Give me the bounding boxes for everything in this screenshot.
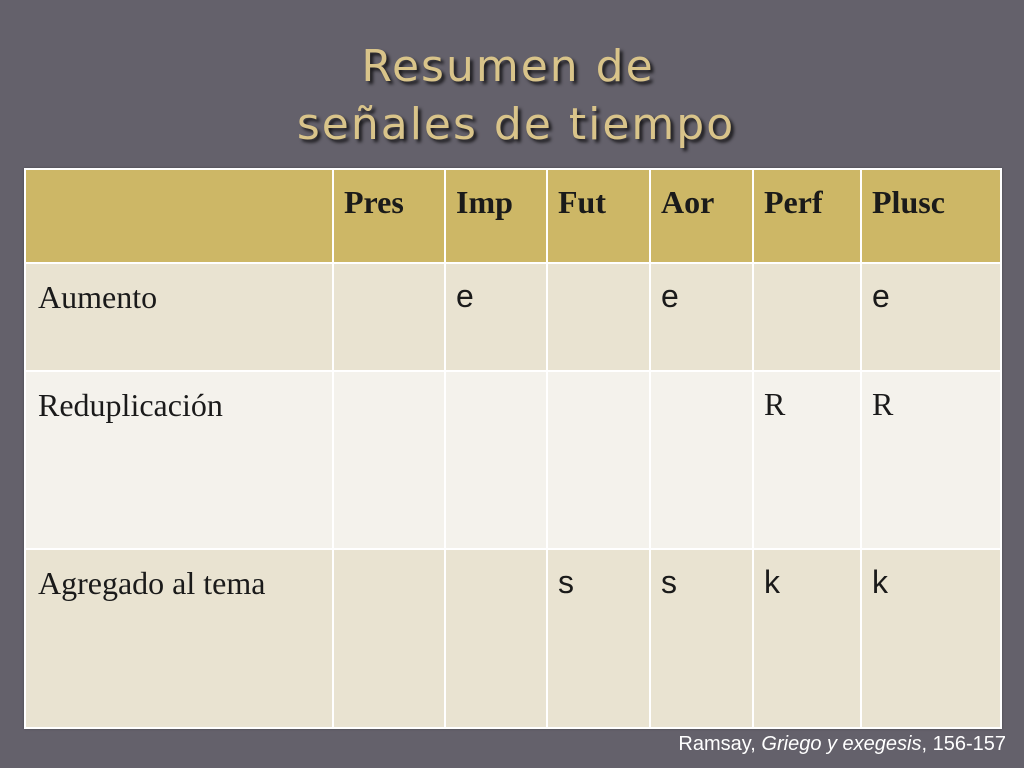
tense-signals-table	[24, 168, 1002, 729]
slide-title	[0, 38, 1024, 154]
row-label: Reduplicación	[25, 371, 333, 549]
table-cell: k	[753, 549, 861, 728]
table-cell: s	[547, 549, 650, 728]
table-row-agregado	[25, 549, 1001, 728]
table-cell	[445, 371, 547, 549]
table-row-aumento	[25, 263, 1001, 371]
row-label: Aumento	[25, 263, 333, 371]
citation-pages: , 156-157	[921, 733, 1006, 755]
table-cell: R	[861, 371, 1001, 549]
table-header-row	[25, 169, 1001, 263]
citation-book-title: Griego y exegesis	[761, 733, 922, 755]
table-cell	[650, 371, 753, 549]
table-cell: e	[861, 263, 1001, 371]
row-label: Agregado al tema	[25, 549, 333, 728]
table-cell	[445, 549, 547, 728]
header-cell-aor: Aor	[650, 169, 753, 263]
table-cell	[547, 371, 650, 549]
table-cell: e	[650, 263, 753, 371]
citation-author: Ramsay,	[678, 733, 762, 755]
table-cell: R	[753, 371, 861, 549]
header-cell-pres: Pres	[333, 169, 445, 263]
header-cell-perf: Perf	[753, 169, 861, 263]
table-cell	[333, 371, 445, 549]
table-cell: s	[650, 549, 753, 728]
table-cell: k	[861, 549, 1001, 728]
slide-title-line-1: Resumen de	[361, 41, 655, 92]
source-citation	[678, 733, 1006, 756]
table-row-reduplicacion	[25, 371, 1001, 549]
table-cell	[333, 263, 445, 371]
header-cell-imp: Imp	[445, 169, 547, 263]
header-cell-plusc: Plusc	[861, 169, 1001, 263]
table-cell	[753, 263, 861, 371]
slide-title-line-2: señales de tiempo	[296, 99, 736, 150]
table-cell	[547, 263, 650, 371]
header-cell-fut: Fut	[547, 169, 650, 263]
header-cell-empty	[25, 169, 333, 263]
table-cell	[333, 549, 445, 728]
table-cell: e	[445, 263, 547, 371]
